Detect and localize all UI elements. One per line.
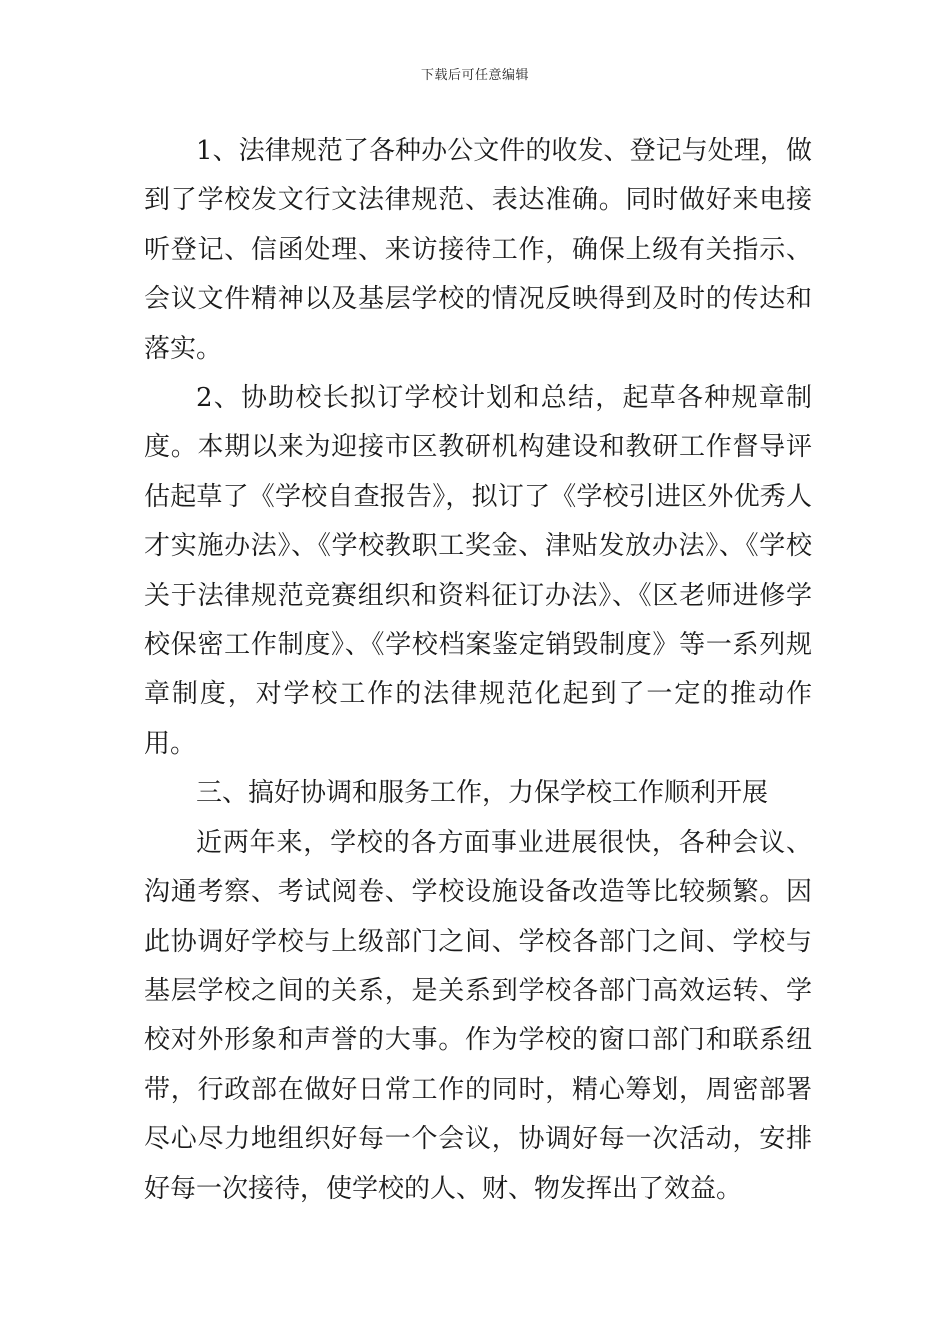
- paragraph-item-2: 2、协助校长拟订学校计划和总结，起草各种规章制度。本期以来为迎接市区教研机构建设和教研工作督导评估起草了《学校自查报告》，拟订了《学校引进区外优秀人才实施办法》、《学校教职工奖金、津贴发放办法》、《学校关于法律规范竞赛组织和资料征订办法》、《区老师进修学校保密工作制度》、《学校档案鉴定销毁制度》等一系列规章制度，对学校工作的法律规范化起到了一定的推动作用。: [144, 383, 812, 759]
- document-body: [144, 127, 812, 1214]
- paragraph-coordination: 近两年来，学校的各方面事业进展很快，各种会议、沟通考察、考试阅卷、学校设施设备改造等比较频繁。因此协调好学校与上级部门之间、学校各部门之间、学校与基层学校之间的关系，是关系到学校各部门高效运转、学校对外形象和声誉的大事。作为学校的窗口部门和联系纽带，行政部在做好日常工作的同时，精心筹划，周密部署尽心尽力地组织好每一个会议，协调好每一次活动，安排好每一次接待，使学校的人、财、物发挥出了效益。: [144, 827, 812, 1204]
- section-heading: 三、搞好协调和服务工作，力保学校工作顺利开展: [196, 778, 769, 809]
- page-header: 下载后可任意编辑: [420, 68, 529, 83]
- paragraph-item-1: 1、法律规范了各种办公文件的收发、登记与处理，做到了学校发文行文法律规范、表达准确。同时做好来电接听登记、信函处理、来访接待工作，确保上级有关指示、会议文件精神以及基层学校的情况反映得到及时的传达和落实。: [144, 136, 812, 364]
